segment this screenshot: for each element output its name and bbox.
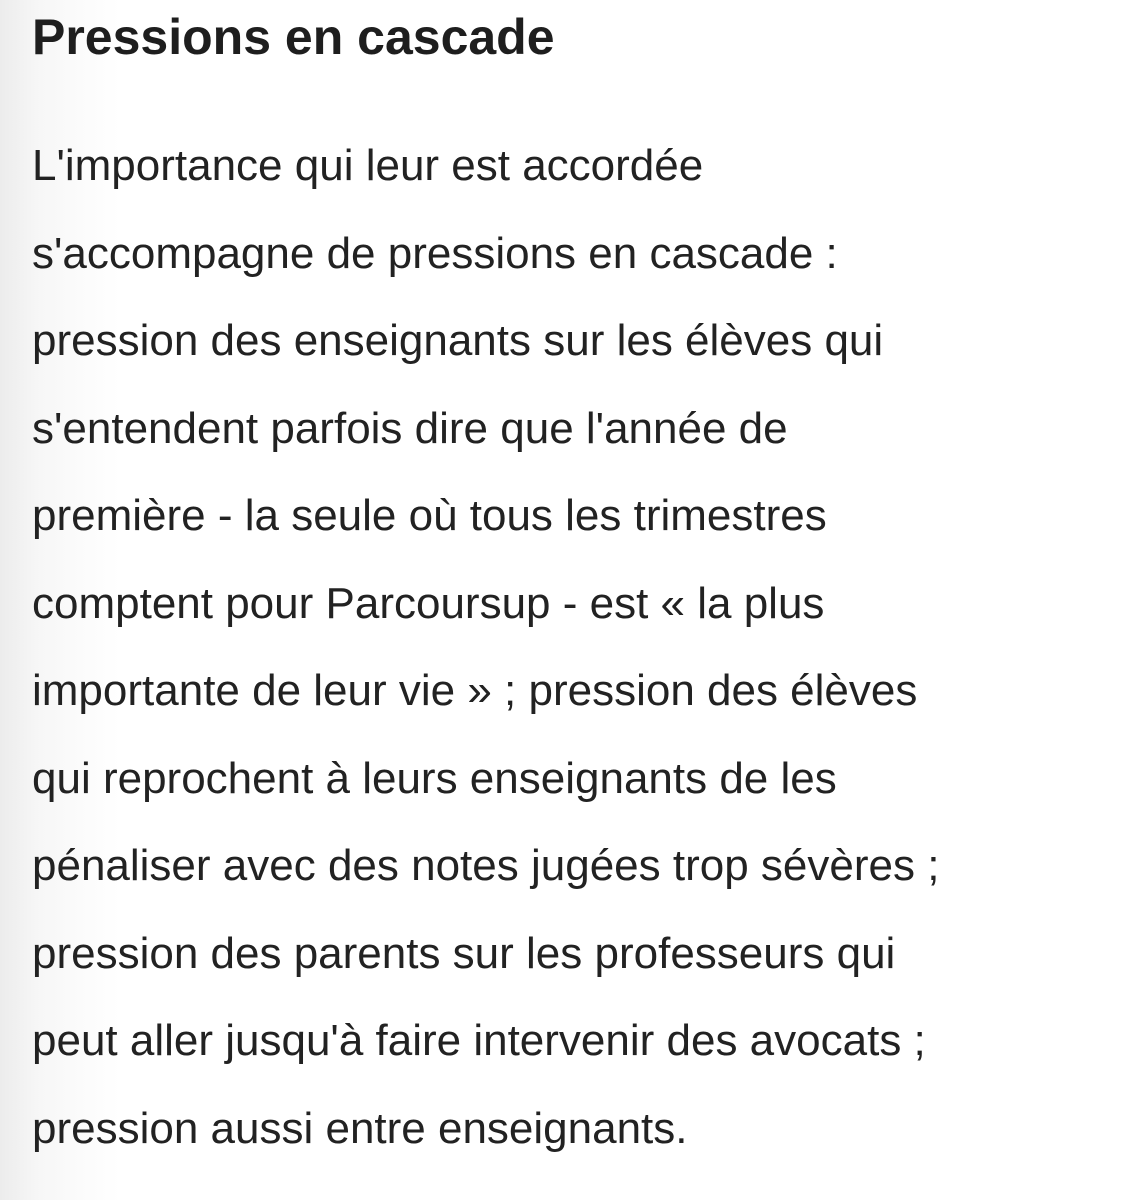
paragraph-line: qui reprochent à leurs enseignants de les xyxy=(32,753,837,803)
paragraph-line: pression des parents sur les professeurs qui xyxy=(32,928,896,978)
paragraph-line: pression des enseignants sur les élèves qui xyxy=(32,316,884,365)
paragraph-line: première - la seule où tous les trimestres xyxy=(32,491,827,540)
paragraph-line: pression aussi entre enseignants. xyxy=(32,1103,688,1153)
paragraph-line: s'entendent parfois dire que l'année de xyxy=(32,403,788,453)
paragraph-line: importante de leur vie » ; pression des élèves xyxy=(32,666,918,715)
section-heading: Pressions en cascade xyxy=(32,9,555,65)
paragraph-line: L'importance qui leur est accordée xyxy=(32,141,704,190)
paragraph-line: s'accompagne de pressions en cascade : xyxy=(32,228,838,278)
paragraph-line: peut aller jusqu'à faire intervenir des avocats ; xyxy=(32,1016,926,1065)
paragraph xyxy=(32,122,1122,1172)
paragraph-line: pénaliser avec des notes jugées trop sévères ; xyxy=(32,841,940,890)
article xyxy=(32,0,1122,1172)
paragraph-line: comptent pour Parcoursup - est « la plus xyxy=(32,578,825,628)
